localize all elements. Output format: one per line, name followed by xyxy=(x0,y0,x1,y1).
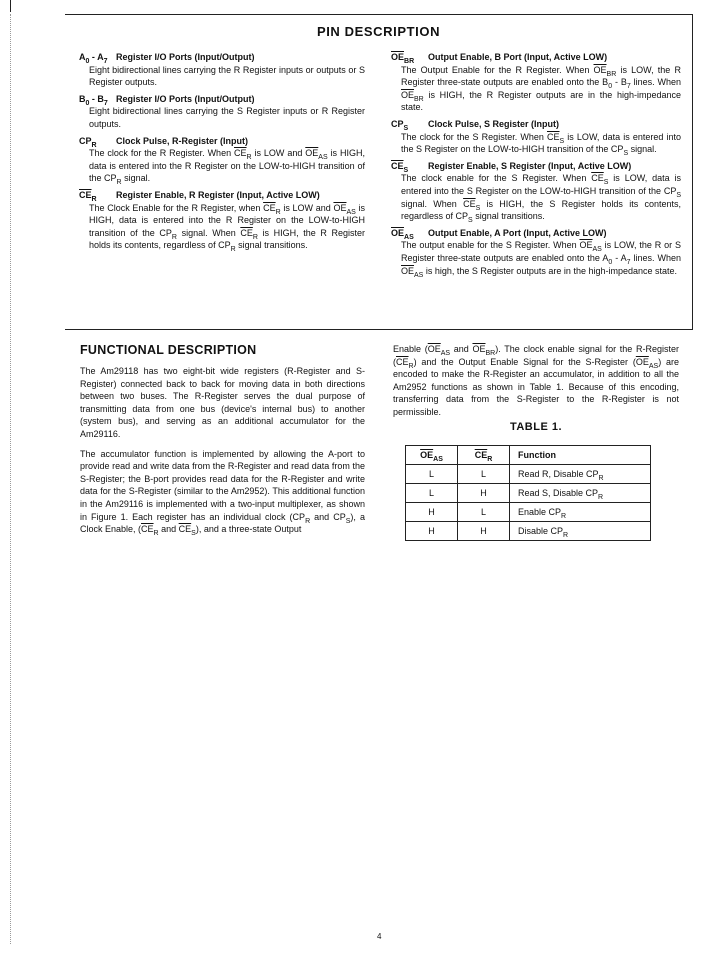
table-header-function: Function xyxy=(510,446,651,465)
pin-description-text: Eight bidirectional lines carrying the R Register inputs or outputs or S Register outputs. xyxy=(89,64,365,88)
pin-name: $A_0 - A_7$ xyxy=(79,52,108,65)
pin-heading xyxy=(79,135,365,148)
pin-name: $\overline{CE}_S$ xyxy=(391,160,409,174)
paragraph: The Am29118 has two eight-bit wide registers (R-Register and S-Register) connected back to back for moving data in both directions between two buses. The R-Register serves the dual purpose of transmitting data from one bus (device's internal bus) to another (system bus), and serving as an additional accumulator for the Am29116. xyxy=(80,366,365,439)
table-cell: Enable $CP_R$ xyxy=(510,503,651,522)
table-cell: Disable $CP_R$ xyxy=(510,522,651,541)
page-number: 4 xyxy=(377,932,382,941)
table-1 xyxy=(405,445,651,541)
table-row xyxy=(406,465,651,484)
table-1-title: TABLE 1. xyxy=(509,421,563,433)
pin-function: Output Enable, A Port (Input, Active LOW) xyxy=(428,227,607,238)
pin-function: Register Enable, R Register (Input, Active LOW) xyxy=(116,189,320,200)
table-row xyxy=(406,484,651,503)
pin-column-right xyxy=(391,51,681,281)
pin-name: $CP_R$ xyxy=(79,135,97,149)
table-1-body xyxy=(406,465,651,541)
table-row xyxy=(406,503,651,522)
pin-heading xyxy=(79,93,365,106)
pin-entry xyxy=(391,118,681,156)
pin-heading xyxy=(391,227,681,240)
table-header-oe-as: $\overline{OE}_{AS}$ xyxy=(406,446,458,465)
pin-description-text: The output enable for the S Register. When $\overline{OE}_{AS}$ is LOW, the R or S Register three-state outputs are enabled onto the $A_0 - A_7$ lines. When $\overline{OE}_{AS}$ is high, the S Register outputs are in the high-impedance state. xyxy=(401,240,681,279)
pin-name: $\overline{OE}_{AS}$ xyxy=(391,227,414,241)
pin-function: Clock Pulse, S Register (Input) xyxy=(428,118,560,129)
pin-entry xyxy=(79,51,365,89)
pin-description-text: Eight bidirectional lines carrying the S Register inputs or R Register outputs. xyxy=(89,106,365,129)
table-cell: H xyxy=(458,484,510,503)
table-cell: L xyxy=(406,465,458,484)
table-cell: H xyxy=(458,522,510,541)
table-cell: L xyxy=(458,503,510,522)
table-header-ce-r: $\overline{CE}_R$ xyxy=(458,446,510,465)
page-edge-mark xyxy=(10,0,11,12)
functional-description-left-column xyxy=(80,365,365,543)
pin-description-text: The Output Enable for the R Register. When $\overline{OE}_{BR}$ is LOW, the R Register three-state outputs are enabled onto the $B_0 - B_7$ lines. When $\overline{OE}_{BR}$ is HIGH, the R Register outputs are in the high-impedance state. xyxy=(401,64,681,113)
table-row xyxy=(406,522,651,541)
pin-heading xyxy=(79,51,365,64)
table-header-row xyxy=(406,446,651,465)
pin-name: $B_0 - B_7$ xyxy=(79,93,108,107)
paragraph: Enable ($\overline{OE}_{AS}$ and $\overline{OE}_{BR}$). The clock enable signal for the R-Register $(\overline{CE}_R)$ and the Output Enable Signal for the S-Register $(\overline{OE}_{AS})$ are encoded to make the R-Register an accumulator, in addition to all the Am2952 functions as shown in Table 1. Because of this encoding, transferring data from the S-Register to the R-Register is not permissible. xyxy=(393,344,679,417)
pin-function: Register I/O Ports (Input/Output) xyxy=(116,52,255,62)
pin-entry xyxy=(391,160,681,223)
paragraph: The accumulator function is implemented by allowing the A-port to provide read and write data from the R-Register and read data from the S-Register; the B-port provides read data for the R-Register and write data for the S-Register (similar to the Am2952). This additional function in the Am29116 is implemented with a two-input multiplexer, as shown in Figure 1. Each register has an individual clock ($CP_R$ and $CP_S$), a Clock Enable, ($\overline{CE}_R$ and $\overline{CE}_S$), and a three-state Output xyxy=(80,448,365,537)
pin-description-text: The clock for the S Register. When $\overline{CE}_S$ is LOW, data is entered into the S Register on the LOW-to-HIGH transition of the $CP_S$ signal. xyxy=(401,131,682,157)
pin-name: $CP_S$ xyxy=(391,118,409,132)
functional-description-title: FUNCTIONAL DESCRIPTION xyxy=(80,343,257,357)
pin-function: Output Enable, B Port (Input, Active LOW) xyxy=(428,52,608,62)
table-cell: Read R, Disable $CP_R$ xyxy=(510,465,651,484)
pin-function: Clock Pulse, R-Register (Input) xyxy=(116,135,249,146)
pin-heading xyxy=(391,51,681,64)
page-edge-dotted-line xyxy=(10,14,11,944)
pin-name: $\overline{CE}_R$ xyxy=(79,189,97,203)
pin-description-title: PIN DESCRIPTION xyxy=(316,24,441,39)
table-cell: Read S, Disable $CP_R$ xyxy=(510,484,651,503)
pin-entry xyxy=(391,227,681,277)
pin-description-text: The Clock Enable for the R Register, when $\overline{CE}_R$ is LOW and $\overline{OE}_{AS}$ is HIGH, data is entered into the R Register on the LOW-to-HIGH transition of the $CP_R$ signal. When $\overline{CE}_R$ is HIGH, the R Register holds its contents, regardless of $CP_R$ signal transitions. xyxy=(89,202,366,254)
functional-description-right-column xyxy=(393,343,679,426)
table-cell: L xyxy=(458,465,510,484)
pin-function: Register I/O Ports (Input/Output) xyxy=(116,93,255,104)
pin-heading xyxy=(79,189,365,202)
pin-entry xyxy=(79,135,365,185)
pin-name: $\overline{OE}_{BR}$ xyxy=(391,52,415,65)
pin-heading xyxy=(391,118,681,131)
pin-entry xyxy=(79,189,365,252)
table-cell: H xyxy=(406,522,458,541)
table-cell: L xyxy=(406,484,458,503)
pin-entry xyxy=(391,51,681,114)
pin-entry xyxy=(79,93,365,131)
pin-function: Register Enable, S Register (Input, Active LOW) xyxy=(428,160,632,171)
table-cell: H xyxy=(406,503,458,522)
pin-description-box xyxy=(65,14,693,330)
pin-description-text: The clock enable for the S Register. When $\overline{CE}_S$ is LOW, data is entered into the S Register on the LOW-to-HIGH transition of the $CP_S$ signal. When $\overline{CE}_S$ is HIGH, the S Register holds its contents, regardless of $CP_S$ signal transitions. xyxy=(401,173,681,224)
pin-heading xyxy=(391,160,681,173)
pin-description-text: The clock for the R Register. When $\overline{CE}_R$ is LOW and $\overline{OE}_{AS}$ is HIGH, data is entered into the R Register on the LOW-to-HIGH transition of the $CP_R$ signal. xyxy=(89,148,365,187)
pin-column-left xyxy=(79,51,365,256)
